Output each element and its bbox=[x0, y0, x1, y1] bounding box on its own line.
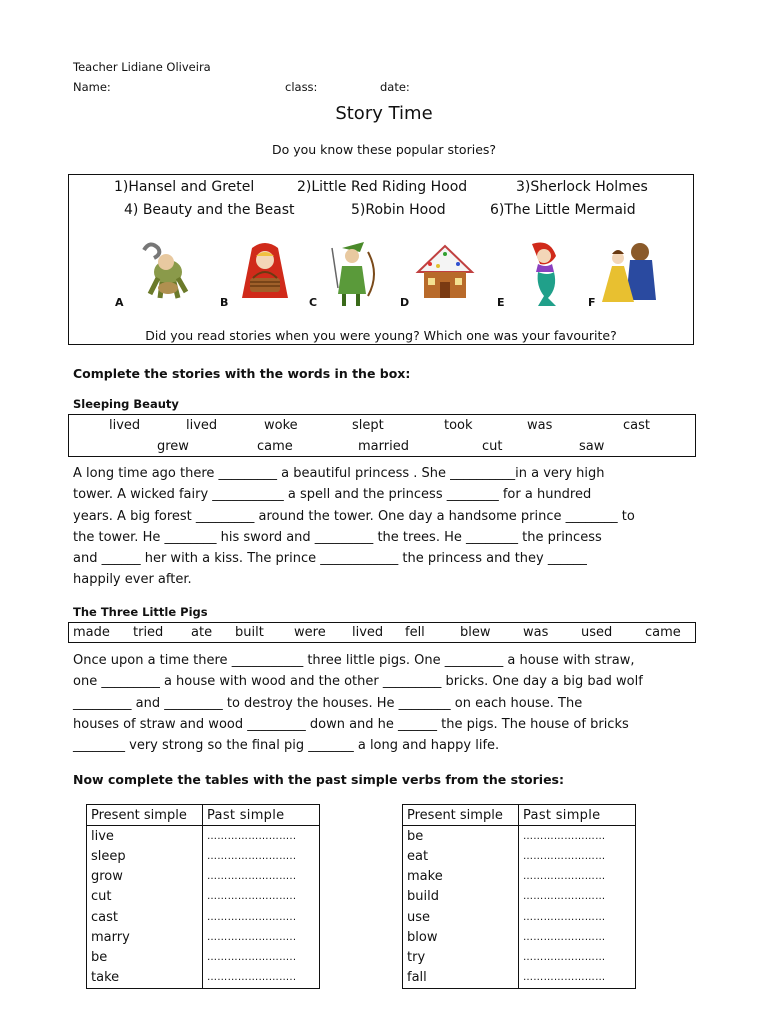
text-line: and ______ her with a kiss. The prince ____________ the princess and they ______ bbox=[73, 551, 587, 567]
text-line: tower. A wicked fairy ___________ a spell and the princess ________ for a hundred bbox=[73, 487, 592, 503]
date-label: date: bbox=[380, 80, 410, 94]
text-line: houses of straw and wood _________ down and he ______ the pigs. The house of bricks bbox=[73, 716, 629, 732]
header-present: Present simple bbox=[403, 805, 519, 826]
verb-present: cut bbox=[87, 887, 203, 907]
box-word: woke bbox=[264, 418, 298, 433]
verb-present: cast bbox=[87, 907, 203, 927]
text-line: ________ very strong so the final pig _______ a long and happy life. bbox=[73, 738, 500, 754]
box-word: cast bbox=[623, 418, 650, 433]
verb-past-blank[interactable]: …………………….. bbox=[203, 947, 320, 967]
verb-past-blank[interactable]: …………………….. bbox=[203, 846, 320, 866]
box-word: grew bbox=[157, 439, 189, 454]
verb-present: be bbox=[403, 826, 519, 847]
verb-past-blank[interactable]: …………………….. bbox=[203, 867, 320, 887]
verb-present: be bbox=[87, 947, 203, 967]
verb-present: eat bbox=[403, 846, 519, 866]
box-word: came bbox=[257, 439, 293, 454]
story-item: 5)Robin Hood bbox=[351, 202, 446, 218]
box-word: made bbox=[73, 625, 110, 640]
intro-question: Do you know these popular stories? bbox=[271, 142, 497, 157]
box-word: took bbox=[444, 418, 473, 433]
beauty-and-beast-icon bbox=[594, 238, 664, 308]
box-word: lived bbox=[186, 418, 218, 433]
box-word: built bbox=[235, 625, 264, 640]
sleeping-beauty-text bbox=[73, 463, 698, 591]
verb-past-blank[interactable]: …………………….. bbox=[203, 927, 320, 947]
picture-label-c: C bbox=[309, 296, 318, 309]
picture-label-b: B bbox=[220, 296, 229, 309]
robin-hood-icon bbox=[316, 238, 386, 308]
box-word: saw bbox=[579, 439, 605, 454]
story-item: 3)Sherlock Holmes bbox=[516, 179, 648, 195]
box-word: used bbox=[581, 625, 613, 640]
verbs-table-right bbox=[402, 804, 636, 989]
text-line: one _________ a house with wood and the other _________ bricks. One day a big bad wolf bbox=[73, 674, 643, 690]
header-past: Past simple bbox=[519, 805, 636, 826]
picture-label-e: E bbox=[497, 296, 505, 309]
box-word: fell bbox=[405, 625, 425, 640]
picture-label-f: F bbox=[588, 296, 596, 309]
box-word: were bbox=[294, 625, 326, 640]
verb-past-blank[interactable]: …………………… bbox=[519, 867, 636, 887]
verb-present: grow bbox=[87, 867, 203, 887]
sleeping-beauty-word-box bbox=[68, 414, 696, 457]
gingerbread-house-icon bbox=[410, 238, 480, 308]
verb-present: sleep bbox=[87, 846, 203, 866]
text-line: _________ and _________ to destroy the houses. He ________ on each house. The bbox=[73, 695, 583, 711]
box-word: slept bbox=[352, 418, 384, 433]
verb-present: try bbox=[403, 947, 519, 967]
box-word: lived bbox=[352, 625, 384, 640]
box-word: was bbox=[527, 418, 553, 433]
class-label: class: bbox=[285, 80, 318, 94]
verb-present: take bbox=[87, 968, 203, 989]
text-line: A long time ago there _________ a beautiful princess . She __________in a very high bbox=[73, 466, 605, 481]
verb-present: live bbox=[87, 826, 203, 847]
box-word: married bbox=[358, 439, 409, 454]
verb-past-blank[interactable]: …………………….. bbox=[203, 826, 320, 847]
text-line: happily ever after. bbox=[73, 572, 192, 588]
story-item: 2)Little Red Riding Hood bbox=[297, 179, 468, 195]
verb-past-blank[interactable]: …………………… bbox=[519, 887, 636, 907]
three-pigs-word-box bbox=[68, 622, 696, 643]
box-word: lived bbox=[109, 418, 141, 433]
verbs-table-left bbox=[86, 804, 320, 989]
story-item: 1)Hansel and Gretel bbox=[114, 179, 255, 195]
verb-past-blank[interactable]: …………………… bbox=[519, 927, 636, 947]
box-word: cut bbox=[482, 439, 503, 454]
box-word: was bbox=[523, 625, 549, 640]
verb-past-blank[interactable]: …………………… bbox=[519, 907, 636, 927]
little-mermaid-icon bbox=[510, 238, 580, 308]
text-line: Once upon a time there ___________ three little pigs. One _________ a house with straw, bbox=[73, 653, 635, 668]
box-word: came bbox=[645, 625, 681, 640]
instruction-complete-stories: Complete the stories with the words in the box: bbox=[73, 366, 411, 381]
verb-past-blank[interactable]: …………………… bbox=[519, 947, 636, 967]
header-present: Present simple bbox=[87, 805, 203, 826]
page-title: Story Time bbox=[335, 103, 433, 124]
box-word: tried bbox=[133, 625, 164, 640]
verb-past-blank[interactable]: …………………… bbox=[519, 846, 636, 866]
rumpelstiltskin-icon bbox=[130, 238, 200, 308]
verb-past-blank[interactable]: …………………….. bbox=[203, 887, 320, 907]
header-past: Past simple bbox=[203, 805, 320, 826]
verb-past-blank[interactable]: …………………… bbox=[519, 968, 636, 989]
verb-past-blank[interactable]: …………………… bbox=[519, 826, 636, 847]
verb-present: fall bbox=[403, 968, 519, 989]
picture-label-a: A bbox=[115, 296, 124, 309]
three-pigs-text bbox=[73, 650, 698, 756]
name-label: Name: bbox=[73, 80, 111, 94]
box-word: ate bbox=[191, 625, 213, 640]
text-line: years. A big forest _________ around the tower. One day a handsome prince ________ to bbox=[73, 508, 635, 524]
teacher-name: Teacher Lidiane Oliveira bbox=[73, 60, 211, 74]
red-riding-hood-icon bbox=[228, 238, 298, 308]
verb-past-blank[interactable]: …………………….. bbox=[203, 968, 320, 989]
read-question: Did you read stories when you were young? Which one was your favourite? bbox=[145, 328, 617, 343]
text-line: the tower. He ________ his sword and _________ the trees. He ________ the princess bbox=[73, 529, 602, 545]
verb-past-blank[interactable]: …………………….. bbox=[203, 907, 320, 927]
story-item: 6)The Little Mermaid bbox=[490, 202, 636, 218]
verb-present: use bbox=[403, 907, 519, 927]
verb-present: make bbox=[403, 867, 519, 887]
picture-label-d: D bbox=[400, 296, 410, 309]
three-pigs-title: The Three Little Pigs bbox=[73, 605, 208, 619]
sleeping-beauty-title: Sleeping Beauty bbox=[73, 397, 179, 411]
verb-present: build bbox=[403, 887, 519, 907]
instruction-complete-tables: Now complete the tables with the past simple verbs from the stories: bbox=[73, 772, 564, 787]
box-word: blew bbox=[460, 625, 491, 640]
story-item: 4) Beauty and the Beast bbox=[124, 202, 295, 218]
verb-present: blow bbox=[403, 927, 519, 947]
verb-present: marry bbox=[87, 927, 203, 947]
